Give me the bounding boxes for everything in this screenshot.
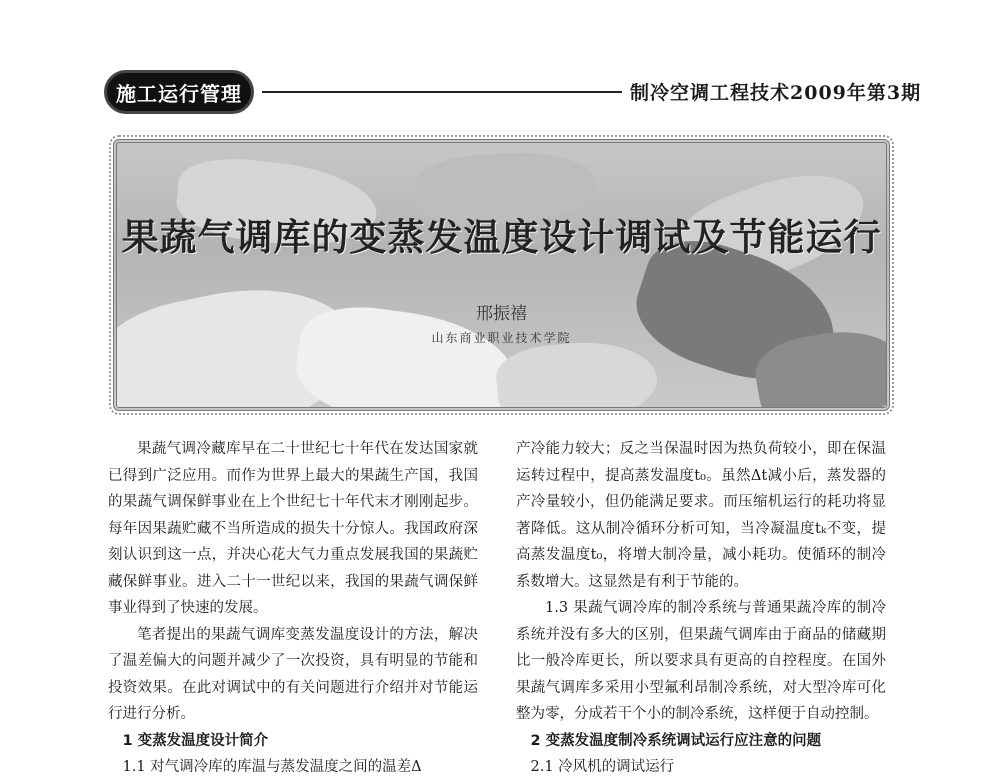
section-heading: 1 变蒸发温度设计简介 xyxy=(122,732,269,749)
paragraph: 产冷能力较大；反之当保温时因为热负荷较小，即在保温运转过程中，提高蒸发温度t₀。虽然Δt减小后，蒸发器的产冷量较小，但仍能满足要求。而压缩机运行的耗功将显著降低。这从制冷循环分析可知，当冷凝温度tₖ不变，提高蒸发温度t₀，将增大制冷量，减小耗功。使循环的制冷系数增大。这显然是有利于节能的。 xyxy=(516,441,886,590)
section-heading: 2 变蒸发温度制冷系统调试运行应注意的问题 xyxy=(530,732,822,749)
journal-info: 制冷空调工程技术2009年第3期 xyxy=(630,82,922,104)
header-rule xyxy=(262,91,622,93)
section-label: 施工运行管理 xyxy=(116,81,242,106)
author-institution: 山东商业职业技术学院 xyxy=(431,331,572,345)
banner-decor xyxy=(494,336,660,411)
section-badge xyxy=(104,70,254,114)
paragraph: 笔者提出的果蔬气调库变蒸发温度设计的方法，解决了温差偏大的问题并减少了一次投资，具有明显的节能和投资效果。在此对调试中的有关问题进行介绍并对节能运行进行分析。 xyxy=(108,626,478,722)
paragraph: 1.3 果蔬气调冷库的制冷系统与普通果蔬冷库的制冷系统并没有多大的区别，但果蔬气调库由于商品的储藏期比一般冷库更长，所以要求具有更高的自控程度。在国外果蔬气调库多采用小型氟利昂制冷系统，对大型冷库可化整为零，分成若干个小的制冷系统，这样便于自动控制。 xyxy=(516,600,886,722)
article-author: 邢振禧 xyxy=(476,304,527,324)
paragraph: 果蔬气调冷藏库早在二十世纪七十年代在发达国家就已得到广泛应用。而作为世界上最大的果蔬生产国，我国的果蔬气调保鲜事业在上个世纪七十年代末才刚刚起步。每年因果蔬贮藏不当所造成的损失十分惊人。我国政府深刻认识到这一点，并决心花大气力重点发展我国的果蔬贮藏保鲜事业。进入二十一世纪以来，我国的果蔬气调保鲜事业得到了快速的发展。 xyxy=(108,441,478,616)
title-banner xyxy=(113,139,890,411)
subsection-heading: 1.1 对气调冷库的库温与蒸发温度之间的温差Δ xyxy=(122,759,422,775)
subsection-heading: 2.1 冷风机的调试运行 xyxy=(530,759,675,775)
article-title: 果蔬气调库的变蒸发温度设计调试及节能运行 xyxy=(121,215,882,259)
right-column xyxy=(516,436,886,781)
left-column xyxy=(108,436,478,781)
